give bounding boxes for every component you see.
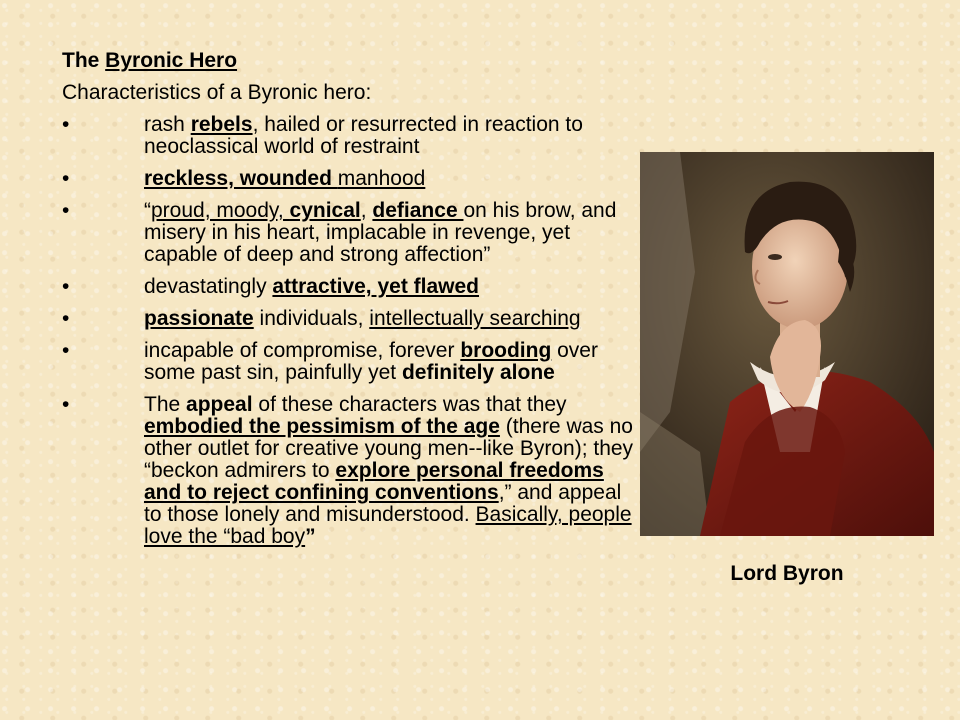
bullet-segment: on his brow, and misery in his heart, implacable in revenge, yet capable of deep and strong affection” bbox=[144, 199, 617, 266]
bullet-segment: , bbox=[360, 199, 373, 222]
bullet-item bbox=[62, 276, 642, 298]
bullet-segment: proud, moody, bbox=[151, 199, 290, 222]
bullet-text bbox=[144, 199, 616, 266]
bullet-segment: cynical bbox=[289, 199, 361, 222]
bullet-text bbox=[144, 393, 633, 548]
bullet-segment: The bbox=[144, 393, 187, 416]
bullet-segment: definitely alone bbox=[401, 361, 555, 384]
bullet-segment: rash bbox=[144, 113, 191, 136]
bullet-dot: • bbox=[62, 167, 70, 190]
bullet-item bbox=[62, 308, 642, 330]
bullet-segment: Basically, people love the “bad boy bbox=[144, 503, 632, 548]
bullet-segment: brooding bbox=[460, 339, 552, 362]
bullet-segment: ” bbox=[305, 525, 316, 548]
bullet-segment: manhood bbox=[337, 167, 426, 190]
bullet-segment: individuals, bbox=[253, 307, 370, 330]
bullet-segment: incapable of compromise, forever bbox=[144, 339, 461, 362]
bullet-segment: rebels bbox=[190, 113, 253, 136]
bullet-text bbox=[144, 113, 583, 158]
bullet-segment: attractive, yet flawed bbox=[272, 275, 480, 298]
bullet-segment: ,” and appeal to those lonely and misunderstood. bbox=[144, 481, 622, 526]
bullet-item bbox=[62, 168, 642, 190]
bullet-text bbox=[144, 339, 598, 384]
bullet-segment: reckless, wounded bbox=[144, 167, 338, 190]
bullet-item bbox=[62, 114, 642, 158]
slide-subtitle: Characteristics of a Byronic hero: bbox=[62, 81, 372, 104]
bullet-text bbox=[144, 307, 581, 330]
bullet-text bbox=[144, 275, 479, 298]
title-link[interactable]: Byronic Hero bbox=[105, 49, 238, 72]
bullet-dot: • bbox=[62, 113, 70, 136]
slide-text bbox=[62, 50, 642, 558]
bullet-dot: • bbox=[62, 393, 70, 416]
bullet-segment: devastatingly bbox=[144, 275, 273, 298]
bullet-item bbox=[62, 394, 642, 548]
bullet-segment: embodied the pessimism of the age bbox=[144, 415, 500, 438]
bullet-dot: • bbox=[62, 307, 70, 330]
bullet-segment: appeal bbox=[186, 393, 253, 416]
bullet-segment: over some past sin, painfully yet bbox=[144, 339, 598, 384]
bullet-segment: intellectually searching bbox=[369, 307, 581, 330]
bullet-segment: of these characters was that they bbox=[252, 393, 567, 416]
slide-title bbox=[62, 50, 642, 72]
bullet-text bbox=[144, 167, 425, 190]
lord-byron-portrait bbox=[640, 152, 934, 536]
bullet-dot: • bbox=[62, 275, 70, 298]
title-prefix: The bbox=[62, 49, 106, 72]
bullet-item bbox=[62, 200, 642, 266]
bullet-segment: “ bbox=[144, 199, 151, 222]
bullet-segment: (there was no other outlet for creative young men--like Byron); they “beckon admirers to bbox=[144, 415, 634, 482]
bullet-segment: defiance bbox=[372, 199, 464, 222]
bullet-dot: • bbox=[62, 339, 70, 362]
bullet-item bbox=[62, 340, 642, 384]
portrait-caption: Lord Byron bbox=[730, 562, 844, 585]
portrait-image bbox=[640, 152, 934, 536]
bullet-dot: • bbox=[62, 199, 70, 222]
bullet-segment: explore personal freedoms and to reject confining conventions bbox=[144, 459, 604, 504]
bullet-list bbox=[62, 114, 642, 548]
bullet-segment: passionate bbox=[144, 307, 254, 330]
bullet-segment: , hailed or resurrected in reaction to neoclassical world of restraint bbox=[144, 113, 583, 158]
